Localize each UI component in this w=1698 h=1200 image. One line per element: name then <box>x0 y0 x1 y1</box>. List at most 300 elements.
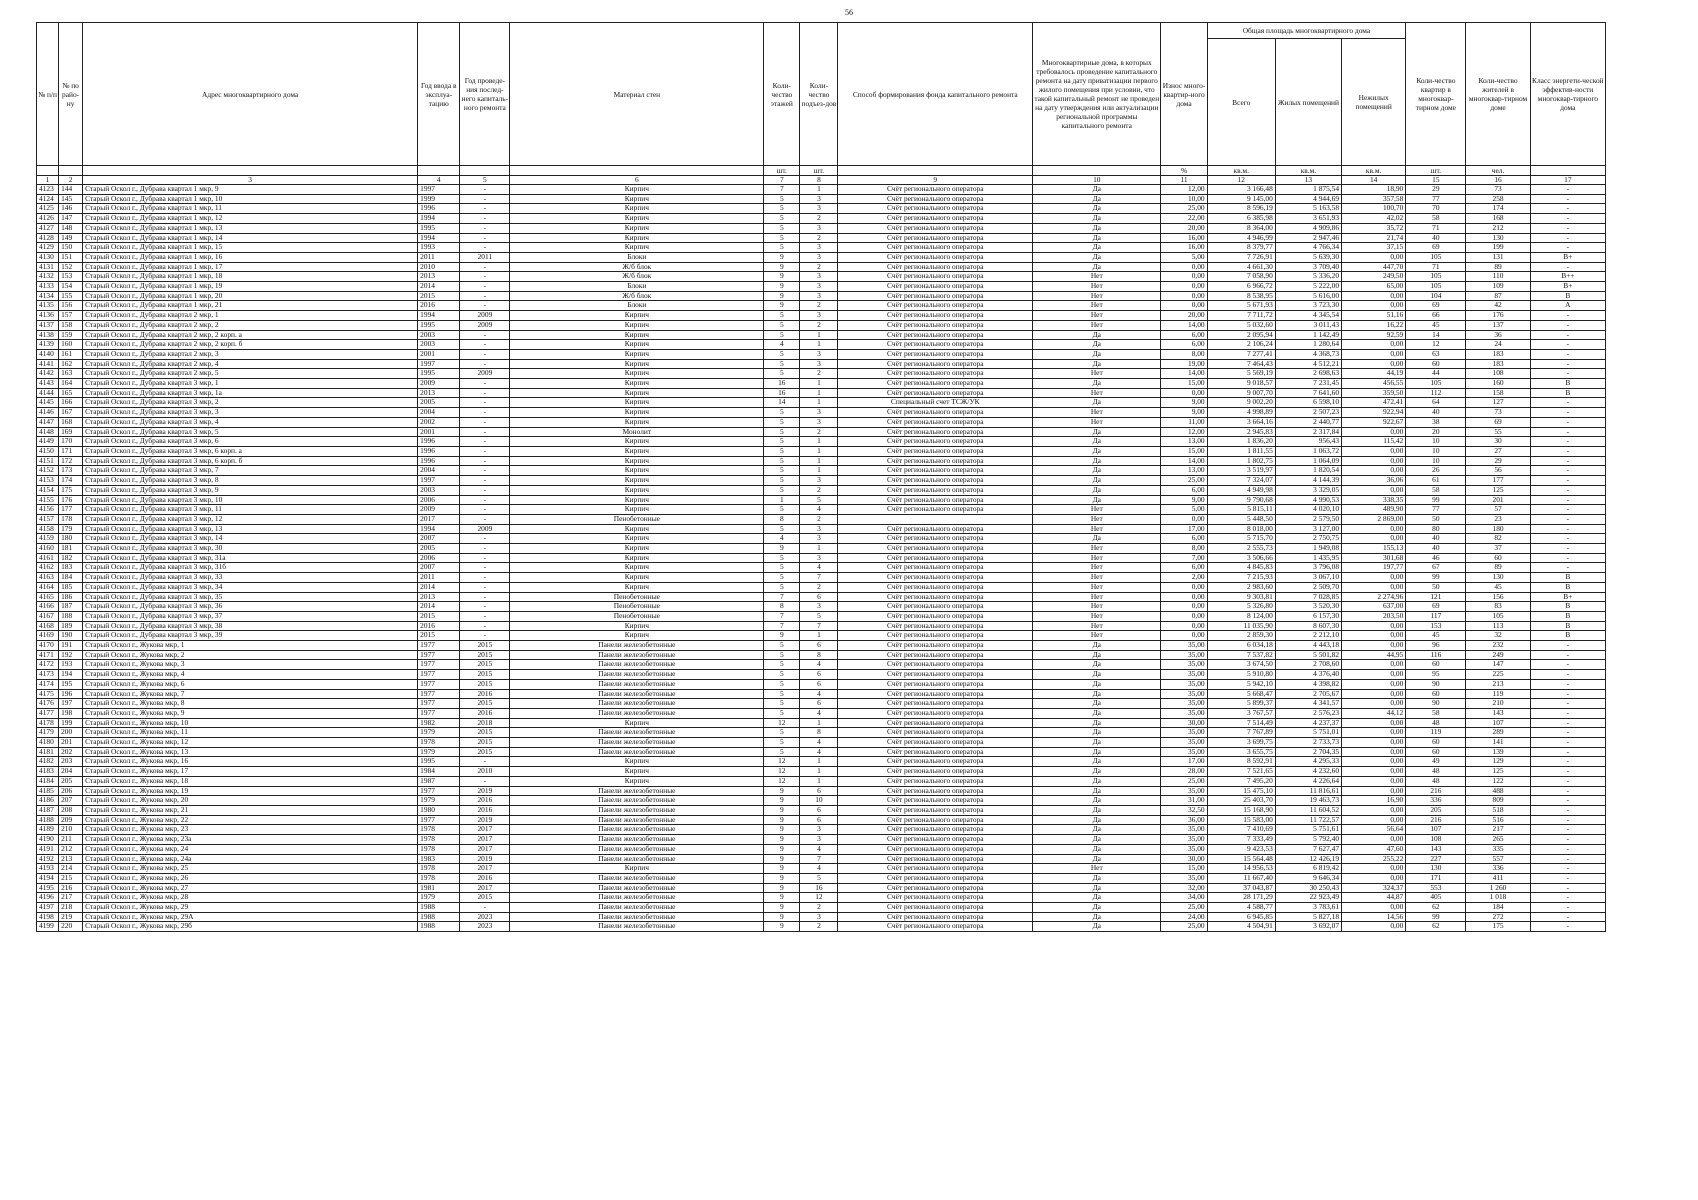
housing-register-table <box>36 22 1606 932</box>
cell-address: Старый Оскол г., Дубрава квартал 1 мкр, 19 <box>83 282 418 292</box>
cell-address: Старый Оскол г., Дубрава квартал 3 мкр, 38 <box>83 621 418 631</box>
cell-row-number: 4168 <box>37 621 59 631</box>
cell-area-nonresidential: 489,90 <box>1342 505 1406 515</box>
cell-energy-class: - <box>1530 485 1605 495</box>
cell-area-nonresidential: 203,50 <box>1342 611 1406 621</box>
table-row <box>37 835 1606 845</box>
cell-row-number: 4194 <box>37 873 59 883</box>
cell-energy-class: - <box>1530 679 1605 689</box>
cell-area-nonresidential: 0,00 <box>1342 835 1406 845</box>
cell-area-residential: 5 616,00 <box>1275 291 1341 301</box>
cell-residents: 232 <box>1466 641 1530 651</box>
cell-repair-required: Нет <box>1033 417 1161 427</box>
cell-last-repair-year: - <box>460 185 510 195</box>
cell-fund-method: Счёт регионального оператора <box>838 573 1033 583</box>
cell-row-number: 4192 <box>37 854 59 864</box>
cell-area-total: 3 506,66 <box>1207 553 1275 563</box>
cell-area-total: 9 423,53 <box>1207 844 1275 854</box>
cell-district-number: 172 <box>59 456 83 466</box>
cell-apartments: 69 <box>1406 301 1466 311</box>
cell-district-number: 219 <box>59 912 83 922</box>
cell-area-residential: 2 705,67 <box>1275 689 1341 699</box>
cell-address: Старый Оскол г., Дубрава квартал 3 мкр, 9 <box>83 485 418 495</box>
cell-row-number: 4146 <box>37 408 59 418</box>
cell-fund-method: Счёт регионального оператора <box>838 835 1033 845</box>
cell-row-number: 4152 <box>37 466 59 476</box>
cell-residents: 335 <box>1466 844 1530 854</box>
cell-address: Старый Оскол г., Жукова мкр, 12 <box>83 738 418 748</box>
cell-address: Старый Оскол г., Дубрава квартал 1 мкр, 11 <box>83 204 418 214</box>
cell-floors: 9 <box>764 903 800 913</box>
cell-residents: 156 <box>1466 592 1530 602</box>
cell-repair-required: Да <box>1033 728 1161 738</box>
table-row <box>37 456 1606 466</box>
cell-wall-material: Кирпич <box>510 582 764 592</box>
cell-energy-class: - <box>1530 233 1605 243</box>
cell-area-nonresidential: 0,00 <box>1342 660 1406 670</box>
cell-wear-percent: 9,00 <box>1161 495 1207 505</box>
cell-area-total: 5 910,80 <box>1207 670 1275 680</box>
cell-address: Старый Оскол г., Жукова мкр, 16 <box>83 757 418 767</box>
cell-last-repair-year: - <box>460 359 510 369</box>
table-row <box>37 301 1606 311</box>
cell-last-repair-year: - <box>460 456 510 466</box>
cell-apartments: 69 <box>1406 243 1466 253</box>
cell-floors: 9 <box>764 873 800 883</box>
cell-entrances: 1 <box>800 446 838 456</box>
cell-repair-required: Нет <box>1033 524 1161 534</box>
cell-energy-class: - <box>1530 330 1605 340</box>
table-row <box>37 708 1606 718</box>
cell-wall-material: Кирпич <box>510 223 764 233</box>
cell-energy-class: - <box>1530 204 1605 214</box>
cell-floors: 9 <box>764 544 800 554</box>
cell-last-repair-year: 2023 <box>460 912 510 922</box>
cell-wall-material: Кирпич <box>510 388 764 398</box>
unit-area-total: кв.м. <box>1207 166 1275 176</box>
cell-last-repair-year: 2009 <box>460 320 510 330</box>
cell-address: Старый Оскол г., Жукова мкр, 10 <box>83 718 418 728</box>
cell-wear-percent: 24,00 <box>1161 912 1207 922</box>
cell-year-built: 2006 <box>418 553 460 563</box>
cell-apartments: 46 <box>1406 553 1466 563</box>
cell-row-number: 4167 <box>37 611 59 621</box>
cell-fund-method: Счёт регионального оператора <box>838 922 1033 932</box>
cell-row-number: 4134 <box>37 291 59 301</box>
cell-last-repair-year: - <box>460 340 510 350</box>
cell-address: Старый Оскол г., Дубрава квартал 3 мкр, 5 <box>83 427 418 437</box>
cell-last-repair-year: - <box>460 349 510 359</box>
cell-fund-method: Счёт регионального оператора <box>838 252 1033 262</box>
table-body <box>37 185 1606 932</box>
cell-last-repair-year: - <box>460 573 510 583</box>
cell-row-number: 4162 <box>37 563 59 573</box>
cell-area-nonresidential: 56,64 <box>1342 825 1406 835</box>
cell-area-nonresidential: 155,13 <box>1342 544 1406 554</box>
cell-wall-material: Кирпич <box>510 621 764 631</box>
cell-entrances: 1 <box>800 466 838 476</box>
cell-fund-method: Счёт регионального оператора <box>838 796 1033 806</box>
cell-row-number: 4166 <box>37 602 59 612</box>
cell-residents: 217 <box>1466 825 1530 835</box>
cell-row-number: 4184 <box>37 776 59 786</box>
cell-energy-class: B <box>1530 379 1605 389</box>
cell-entrances: 2 <box>800 320 838 330</box>
cell-district-number: 177 <box>59 505 83 515</box>
cell-wall-material: Кирпич <box>510 573 764 583</box>
cell-repair-required: Да <box>1033 379 1161 389</box>
cell-wear-percent: 10,00 <box>1161 194 1207 204</box>
cell-row-number: 4172 <box>37 660 59 670</box>
cell-repair-required: Да <box>1033 689 1161 699</box>
cell-area-nonresidential: 0,00 <box>1342 641 1406 651</box>
cell-area-total: 2 106,24 <box>1207 340 1275 350</box>
cell-wall-material: Пенобетонные <box>510 592 764 602</box>
cell-area-total: 6 945,85 <box>1207 912 1275 922</box>
cell-area-residential: 7 641,60 <box>1275 388 1341 398</box>
cell-area-total: 8 018,00 <box>1207 524 1275 534</box>
cell-last-repair-year: 2015 <box>460 650 510 660</box>
cell-district-number: 149 <box>59 233 83 243</box>
cell-last-repair-year: 2017 <box>460 825 510 835</box>
cell-energy-class: - <box>1530 641 1605 651</box>
cell-area-residential: 6 598,10 <box>1275 398 1341 408</box>
cell-wall-material: Кирпич <box>510 311 764 321</box>
cell-entrances: 3 <box>800 359 838 369</box>
cell-wear-percent: 35,00 <box>1161 679 1207 689</box>
cell-energy-class: - <box>1530 757 1605 767</box>
cell-area-nonresidential: 0,00 <box>1342 786 1406 796</box>
cell-wear-percent: 35,00 <box>1161 844 1207 854</box>
table-row <box>37 621 1606 631</box>
cell-area-total: 7 514,49 <box>1207 718 1275 728</box>
cell-floors: 5 <box>764 223 800 233</box>
cell-residents: 24 <box>1466 340 1530 350</box>
cell-area-total: 2 945,83 <box>1207 427 1275 437</box>
cell-apartments: 121 <box>1406 592 1466 602</box>
cell-wear-percent: 15,00 <box>1161 379 1207 389</box>
cell-district-number: 150 <box>59 243 83 253</box>
column-number: 8 <box>800 176 838 185</box>
cell-wear-percent: 0,00 <box>1161 301 1207 311</box>
cell-entrances: 6 <box>800 592 838 602</box>
cell-area-nonresidential: 0,00 <box>1342 252 1406 262</box>
cell-year-built: 1988 <box>418 922 460 932</box>
cell-residents: 23 <box>1466 514 1530 524</box>
cell-entrances: 4 <box>800 689 838 699</box>
cell-district-number: 201 <box>59 738 83 748</box>
cell-wear-percent: 35,00 <box>1161 825 1207 835</box>
cell-repair-required: Да <box>1033 883 1161 893</box>
cell-address: Старый Оскол г., Дубрава квартал 3 мкр, 31а <box>83 553 418 563</box>
cell-residents: 809 <box>1466 796 1530 806</box>
cell-fund-method: Счёт регионального оператора <box>838 767 1033 777</box>
cell-row-number: 4153 <box>37 476 59 486</box>
cell-last-repair-year: - <box>460 505 510 515</box>
cell-area-residential: 5 501,82 <box>1275 650 1341 660</box>
cell-entrances: 3 <box>800 524 838 534</box>
table-row <box>37 466 1606 476</box>
cell-entrances: 1 <box>800 718 838 728</box>
cell-area-residential: 956,43 <box>1275 437 1341 447</box>
cell-area-nonresidential: 255,22 <box>1342 854 1406 864</box>
cell-year-built: 2001 <box>418 427 460 437</box>
cell-year-built: 2016 <box>418 301 460 311</box>
cell-residents: 258 <box>1466 194 1530 204</box>
cell-fund-method: Счёт регионального оператора <box>838 311 1033 321</box>
cell-fund-method: Счёт регионального оператора <box>838 728 1033 738</box>
cell-area-total: 7 521,65 <box>1207 767 1275 777</box>
cell-apartments: 104 <box>1406 291 1466 301</box>
cell-residents: 265 <box>1466 835 1530 845</box>
cell-entrances: 1 <box>800 185 838 195</box>
cell-fund-method: Счёт регионального оператора <box>838 611 1033 621</box>
cell-area-residential: 7 627,47 <box>1275 844 1341 854</box>
cell-floors: 5 <box>764 466 800 476</box>
cell-energy-class: - <box>1530 776 1605 786</box>
cell-fund-method: Счёт регионального оператора <box>838 185 1033 195</box>
cell-repair-required: Да <box>1033 243 1161 253</box>
cell-area-nonresidential: 456,55 <box>1342 379 1406 389</box>
cell-floors: 5 <box>764 660 800 670</box>
cell-apartments: 14 <box>1406 330 1466 340</box>
cell-area-nonresidential: 249,50 <box>1342 272 1406 282</box>
cell-residents: 56 <box>1466 466 1530 476</box>
cell-wear-percent: 35,00 <box>1161 835 1207 845</box>
cell-row-number: 4126 <box>37 214 59 224</box>
cell-district-number: 202 <box>59 747 83 757</box>
cell-entrances: 3 <box>800 291 838 301</box>
cell-wear-percent: 0,00 <box>1161 262 1207 272</box>
cell-wear-percent: 35,00 <box>1161 738 1207 748</box>
cell-wall-material: Кирпич <box>510 204 764 214</box>
cell-residents: 113 <box>1466 621 1530 631</box>
cell-energy-class: B+ <box>1530 282 1605 292</box>
cell-area-total: 6 385,98 <box>1207 214 1275 224</box>
cell-district-number: 156 <box>59 301 83 311</box>
cell-address: Старый Оскол г., Дубрава квартал 1 мкр, 18 <box>83 272 418 282</box>
cell-fund-method: Счёт регионального оператора <box>838 844 1033 854</box>
cell-area-nonresidential: 47,60 <box>1342 844 1406 854</box>
cell-entrances: 1 <box>800 379 838 389</box>
cell-fund-method: Счёт регионального оператора <box>838 864 1033 874</box>
cell-floors: 5 <box>764 417 800 427</box>
cell-fund-method: Счёт регионального оператора <box>838 369 1033 379</box>
cell-energy-class: - <box>1530 437 1605 447</box>
cell-fund-method: Счёт регионального оператора <box>838 505 1033 515</box>
cell-district-number: 189 <box>59 621 83 631</box>
cell-district-number: 171 <box>59 446 83 456</box>
cell-address: Старый Оскол г., Дубрава квартал 2 мкр, 3 <box>83 349 418 359</box>
cell-area-residential: 30 250,43 <box>1275 883 1341 893</box>
cell-floors: 12 <box>764 767 800 777</box>
cell-apartments: 60 <box>1406 689 1466 699</box>
cell-wall-material: Кирпич <box>510 437 764 447</box>
cell-area-residential: 3 709,40 <box>1275 262 1341 272</box>
cell-fund-method: Счёт регионального оператора <box>838 456 1033 466</box>
cell-wall-material: Панели железобетонные <box>510 806 764 816</box>
header-repair-required: Многоквартирные дома, в которых требовалось проведение капитального ремонта на дату приватизации первого жилого помещения при условии, что такой капитальный ремонт не проведен на дату утверждения или актуализации региональной программы капитального ремонта <box>1033 23 1161 166</box>
cell-floors: 5 <box>764 311 800 321</box>
cell-district-number: 205 <box>59 776 83 786</box>
cell-area-nonresidential: 0,00 <box>1342 446 1406 456</box>
cell-apartments: 67 <box>1406 563 1466 573</box>
cell-wear-percent: 16,00 <box>1161 233 1207 243</box>
cell-energy-class: - <box>1530 398 1605 408</box>
cell-district-number: 162 <box>59 359 83 369</box>
cell-residents: 125 <box>1466 485 1530 495</box>
cell-area-total: 15 475,10 <box>1207 786 1275 796</box>
cell-district-number: 186 <box>59 592 83 602</box>
cell-year-built: 1981 <box>418 883 460 893</box>
cell-district-number: 181 <box>59 544 83 554</box>
cell-wall-material: Блоки <box>510 301 764 311</box>
cell-residents: 139 <box>1466 747 1530 757</box>
cell-wall-material: Кирпич <box>510 864 764 874</box>
cell-district-number: 175 <box>59 485 83 495</box>
cell-address: Старый Оскол г., Жукова мкр, 17 <box>83 767 418 777</box>
cell-fund-method: Счёт регионального оператора <box>838 291 1033 301</box>
cell-repair-required: Нет <box>1033 592 1161 602</box>
cell-district-number: 183 <box>59 563 83 573</box>
cell-apartments: 90 <box>1406 699 1466 709</box>
cell-repair-required: Да <box>1033 476 1161 486</box>
cell-repair-required: Да <box>1033 718 1161 728</box>
cell-wear-percent: 13,00 <box>1161 466 1207 476</box>
cell-apartments: 60 <box>1406 738 1466 748</box>
cell-area-residential: 2 576,23 <box>1275 708 1341 718</box>
cell-area-nonresidential: 0,00 <box>1342 466 1406 476</box>
cell-fund-method: Счёт регионального оператора <box>838 650 1033 660</box>
cell-area-residential: 2 708,60 <box>1275 660 1341 670</box>
cell-residents: 174 <box>1466 204 1530 214</box>
cell-area-nonresidential: 115,42 <box>1342 437 1406 447</box>
cell-area-nonresidential: 0,00 <box>1342 689 1406 699</box>
table-row <box>37 660 1606 670</box>
cell-residents: 45 <box>1466 582 1530 592</box>
table-row <box>37 408 1606 418</box>
cell-residents: 60 <box>1466 553 1530 563</box>
cell-wear-percent: 0,00 <box>1161 631 1207 641</box>
cell-floors: 9 <box>764 631 800 641</box>
table-row <box>37 854 1606 864</box>
cell-energy-class: - <box>1530 369 1605 379</box>
cell-district-number: 165 <box>59 388 83 398</box>
cell-energy-class: - <box>1530 544 1605 554</box>
cell-wall-material: Кирпич <box>510 398 764 408</box>
cell-last-repair-year: 2016 <box>460 689 510 699</box>
cell-area-residential: 11 722,57 <box>1275 815 1341 825</box>
cell-energy-class: B <box>1530 621 1605 631</box>
cell-address: Старый Оскол г., Дубрава квартал 2 мкр, 2 корп. а <box>83 330 418 340</box>
cell-year-built: 1977 <box>418 815 460 825</box>
cell-year-built: 1978 <box>418 825 460 835</box>
cell-floors: 16 <box>764 388 800 398</box>
table-row <box>37 767 1606 777</box>
cell-energy-class: - <box>1530 524 1605 534</box>
cell-entrances: 5 <box>800 873 838 883</box>
cell-residents: 141 <box>1466 738 1530 748</box>
cell-year-built: 2005 <box>418 398 460 408</box>
cell-apartments: 405 <box>1406 893 1466 903</box>
cell-floors: 5 <box>764 243 800 253</box>
cell-floors: 5 <box>764 369 800 379</box>
cell-area-total: 5 715,70 <box>1207 534 1275 544</box>
cell-wear-percent: 30,00 <box>1161 718 1207 728</box>
cell-wear-percent: 25,00 <box>1161 476 1207 486</box>
cell-area-residential: 4 944,69 <box>1275 194 1341 204</box>
table-row <box>37 485 1606 495</box>
header-row-number: № п/п <box>37 23 59 166</box>
cell-area-nonresidential: 2 869,00 <box>1342 514 1406 524</box>
cell-repair-required: Да <box>1033 776 1161 786</box>
cell-year-built: 2003 <box>418 340 460 350</box>
cell-area-nonresidential: 18,90 <box>1342 185 1406 195</box>
cell-year-built: 1999 <box>418 194 460 204</box>
cell-last-repair-year: 2016 <box>460 708 510 718</box>
cell-floors: 5 <box>764 738 800 748</box>
cell-last-repair-year: 2016 <box>460 796 510 806</box>
cell-area-nonresidential: 0,00 <box>1342 718 1406 728</box>
cell-wall-material: Пенобетонные <box>510 611 764 621</box>
cell-residents: 110 <box>1466 272 1530 282</box>
cell-area-nonresidential: 0,00 <box>1342 864 1406 874</box>
table-row <box>37 679 1606 689</box>
cell-apartments: 29 <box>1406 185 1466 195</box>
cell-row-number: 4161 <box>37 553 59 563</box>
cell-residents: 108 <box>1466 369 1530 379</box>
table-row <box>37 776 1606 786</box>
cell-apartments: 40 <box>1406 233 1466 243</box>
cell-wear-percent: 8,00 <box>1161 349 1207 359</box>
cell-row-number: 4148 <box>37 427 59 437</box>
cell-repair-required: Да <box>1033 825 1161 835</box>
unit-residents: чел. <box>1466 166 1530 176</box>
cell-year-built: 2007 <box>418 563 460 573</box>
cell-floors: 9 <box>764 835 800 845</box>
cell-entrances: 5 <box>800 495 838 505</box>
cell-wear-percent: 0,00 <box>1161 282 1207 292</box>
cell-row-number: 4145 <box>37 398 59 408</box>
table-row <box>37 786 1606 796</box>
cell-floors: 4 <box>764 340 800 350</box>
header-area-total: Всего <box>1207 39 1275 166</box>
cell-residents: 29 <box>1466 456 1530 466</box>
cell-address: Старый Оскол г., Жукова мкр, 29б <box>83 922 418 932</box>
cell-wear-percent: 17,00 <box>1161 524 1207 534</box>
cell-wall-material: Блоки <box>510 252 764 262</box>
cell-district-number: 164 <box>59 379 83 389</box>
cell-entrances: 1 <box>800 456 838 466</box>
cell-last-repair-year: 2016 <box>460 873 510 883</box>
cell-repair-required: Да <box>1033 699 1161 709</box>
cell-district-number: 188 <box>59 611 83 621</box>
cell-energy-class: - <box>1530 903 1605 913</box>
cell-area-residential: 2 947,46 <box>1275 233 1341 243</box>
cell-fund-method: Счёт регионального оператора <box>838 534 1033 544</box>
cell-address: Старый Оскол г., Дубрава квартал 3 мкр, 34 <box>83 582 418 592</box>
cell-repair-required: Да <box>1033 223 1161 233</box>
cell-area-residential: 11 604,52 <box>1275 806 1341 816</box>
table-row <box>37 631 1606 641</box>
cell-energy-class: - <box>1530 223 1605 233</box>
cell-year-built: 1977 <box>418 660 460 670</box>
cell-last-repair-year: - <box>460 776 510 786</box>
cell-wear-percent: 35,00 <box>1161 873 1207 883</box>
cell-area-nonresidential: 338,35 <box>1342 495 1406 505</box>
table-row <box>37 505 1606 515</box>
cell-floors: 5 <box>764 553 800 563</box>
